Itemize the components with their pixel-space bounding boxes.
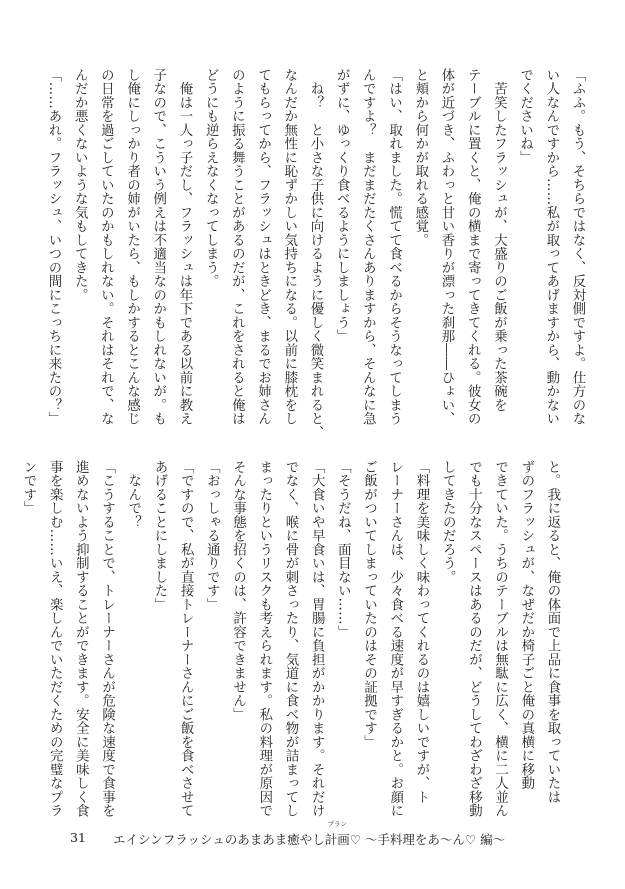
text-line: んだか悪くないような気もしてきた。 bbox=[72, 68, 88, 302]
text-line: ンです」 bbox=[20, 460, 36, 515]
text-line: そんな事態を招くのは、許容できません」 bbox=[230, 460, 246, 722]
text-line: 子なので、こういう例えは不適当なのかもしれないが。も bbox=[150, 68, 166, 426]
text-line: 「こうすることで、トレーナーさんが危険な速度で食事を bbox=[99, 460, 115, 818]
text-line: なんで？ bbox=[125, 460, 141, 529]
running-title-part-a: エイシンフラッシュのあまあま癒やし bbox=[113, 832, 325, 847]
text-line: と頬から何かが取れる感覚。 bbox=[412, 68, 428, 247]
running-title-ruby-text: プラン bbox=[327, 820, 347, 828]
main-text-upper bbox=[40, 68, 590, 440]
running-title bbox=[113, 820, 506, 848]
text-line: のように振る舞うことがあるのだが、これをされると俺は bbox=[229, 68, 245, 426]
text-line: 「はい、取れました。慌てて食べるからそうなってしまう bbox=[386, 68, 402, 426]
text-line: 進めないよう抑制することができます。安全に美味しく食 bbox=[73, 460, 89, 818]
text-line: の日常を過ごしていたのかもしれない。それはそれで、な bbox=[98, 68, 114, 426]
text-line: い人なんですから……私が取ってあげますから、動かない bbox=[543, 68, 559, 426]
text-line: してきたのだろう。 bbox=[440, 460, 456, 584]
text-line: てもらってから、フラッシュはときどき、まるでお姉さん bbox=[255, 68, 271, 426]
text-line: なんだか無性に恥ずかしい気持ちになる。以前に膝枕をし bbox=[281, 68, 297, 426]
text-line: ずのフラッシュが、なぜだか椅子ごと俺の真横に移動 bbox=[518, 460, 534, 790]
text-line: ね？ と小さな子供に向けるように優しく微笑まれると、 bbox=[307, 68, 323, 440]
text-line: 「料理を美味しく味わってくれるのは嬉しいですが、ト bbox=[413, 460, 429, 804]
text-line: ご飯がついてしまっていたのはその証拠です」 bbox=[361, 460, 377, 749]
text-line: テーブルに置くと、俺の横まで寄ってきてくれる。彼女の bbox=[465, 68, 481, 426]
text-line: でなく、喉に骨が刺さったり、気道に食べ物が詰まってし bbox=[282, 460, 298, 818]
text-line: 「おっしゃる通りです」 bbox=[204, 460, 220, 612]
text-line: 事を楽しむ……いえ、楽しんでいただくための完璧なプラ bbox=[47, 460, 63, 818]
running-title-part-b: ♡ ～手料理をあ～ん♡ 編～ bbox=[349, 832, 506, 847]
text-line: 「……あれ。フラッシュ、いつの間にこっちに来たの？」 bbox=[45, 68, 61, 426]
main-text-lower bbox=[15, 460, 565, 832]
text-line: 体が近づき、ふわっと甘い香りが漂った刹那――ひょい、 bbox=[438, 68, 454, 426]
text-line: 「ふふ。もう、そちらではなく、反対側ですよ。仕方のな bbox=[570, 68, 585, 426]
text-line: 苦笑したフラッシュが、大盛りのご飯が乗った茶碗を bbox=[491, 68, 507, 412]
text-line: 「そうだね、面目ない……」 bbox=[335, 460, 351, 639]
page-number: 31 bbox=[70, 830, 86, 845]
text-line: まったりというリスクも考えられます。私の料理が原因で bbox=[256, 460, 272, 818]
text-line: でも十分なスペースはあるのだが、どうしてわざわざ移動 bbox=[466, 460, 482, 818]
text-line: でくださいね」 bbox=[517, 68, 533, 165]
text-line: 「ですので、私が直接トレーナーさんにご飯を食べさせて bbox=[178, 460, 194, 818]
text-line: 俺は一人っ子だし、フラッシュは年下である以前に教え bbox=[176, 68, 192, 426]
text-line: あげることにしました」 bbox=[151, 460, 167, 612]
running-title-ruby bbox=[324, 820, 350, 848]
text-line: んですよ？ まだまだたくさんありますから、そんなに急 bbox=[360, 68, 376, 426]
text-line: できていた。うちのテーブルは無駄に広く、横に二人並ん bbox=[492, 460, 508, 818]
text-line: と。我に返ると、俺の体面で上品に食事を取っていたは bbox=[545, 460, 560, 804]
text-line: 「大食いや早食いは、胃腸に負担がかかります。それだけ bbox=[309, 460, 325, 818]
text-line: がずに、ゆっくり食べるようにしましょう」 bbox=[334, 68, 350, 343]
running-title-ruby-base: 計画 bbox=[324, 832, 350, 847]
page-footer bbox=[0, 822, 625, 852]
text-line: どうにも逆らえなくなってしまう。 bbox=[203, 68, 219, 288]
text-line: レーナーさんは、少々食べる速度が早すぎるかと。お顔に bbox=[387, 460, 403, 818]
text-line: し俺にしっかり者の姉がいたら、もしかするとこんな感じ bbox=[124, 68, 140, 426]
